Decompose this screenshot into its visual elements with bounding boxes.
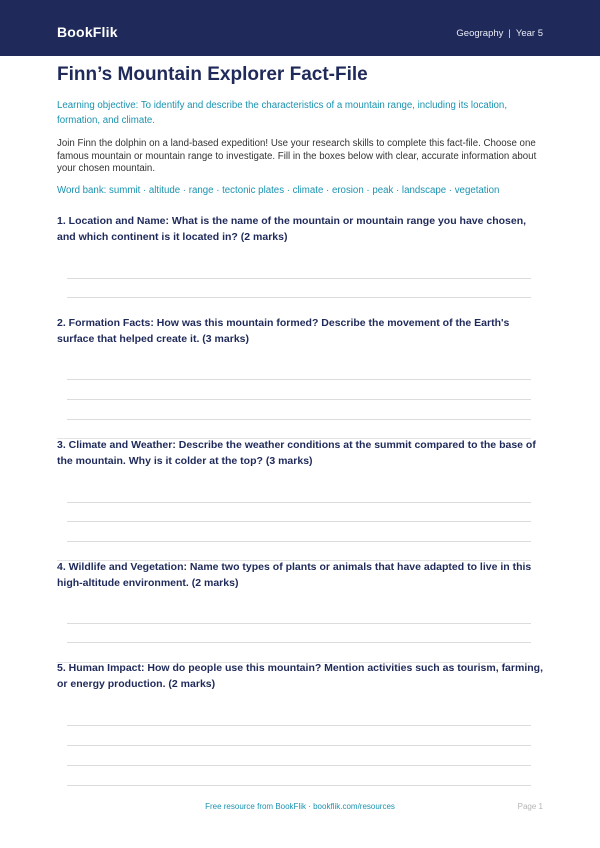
answer-line[interactable]	[67, 278, 531, 279]
question-3: 3. Climate and Weather: Describe the weather conditions at the summit compared to the base of the mountain. Why is it colder at the top? (3 marks)	[57, 439, 536, 467]
year-label: Year 5	[515, 28, 543, 39]
footer-text[interactable]: Free resource from BookFlik · bookflik.com/resources	[205, 802, 395, 811]
answer-line[interactable]	[67, 541, 531, 542]
page-number: Page 1	[517, 802, 543, 811]
word-bank: Word bank: summit · altitude · range · tectonic plates · climate · erosion · peak · landscape · vegetation	[57, 185, 500, 196]
page-header	[0, 0, 600, 56]
answer-line[interactable]	[67, 419, 531, 420]
answer-line[interactable]	[67, 502, 531, 503]
question-4: 4. Wildlife and Vegetation: Name two types of plants or animals that have adapted to live in this high-altitude environment. (2 marks)	[57, 561, 532, 589]
answer-line[interactable]	[67, 297, 531, 298]
header-meta	[456, 28, 543, 39]
answer-line[interactable]	[67, 642, 531, 643]
question-2: 2. Formation Facts: How was this mountain formed? Describe the movement of the Earth's surface that helped create it. (3 marks)	[57, 317, 510, 345]
answer-line[interactable]	[67, 765, 531, 766]
answer-line[interactable]	[67, 785, 531, 786]
meta-separator: |	[508, 28, 511, 39]
intro-paragraph: Join Finn the dolphin on a land-based expedition! Use your research skills to complete this fact-file. Choose one famous mountain or mountain range to investigate. Fill in the boxes below with clear, accurate information about your chosen mountain.	[57, 138, 537, 175]
answer-line[interactable]	[67, 725, 531, 726]
answer-line[interactable]	[67, 399, 531, 400]
answer-line[interactable]	[67, 623, 531, 624]
question-5: 5. Human Impact: How do people use this mountain? Mention activities such as tourism, farming, or energy production. (2 marks)	[57, 662, 543, 690]
answer-line[interactable]	[67, 521, 531, 522]
subject-label: Geography	[456, 28, 504, 39]
brand-logo[interactable]: BookFlik	[57, 24, 118, 40]
page-title: Finn’s Mountain Explorer Fact-File	[57, 64, 368, 85]
answer-line[interactable]	[67, 379, 531, 380]
answer-line[interactable]	[67, 745, 531, 746]
question-1: 1. Location and Name: What is the name of the mountain or mountain range you have chosen, and which continent is it located in? (2 marks)	[57, 215, 527, 243]
learning-objective: Learning objective: To identify and describe the characteristics of a mountain range, including its location, formation, and climate.	[57, 100, 508, 126]
